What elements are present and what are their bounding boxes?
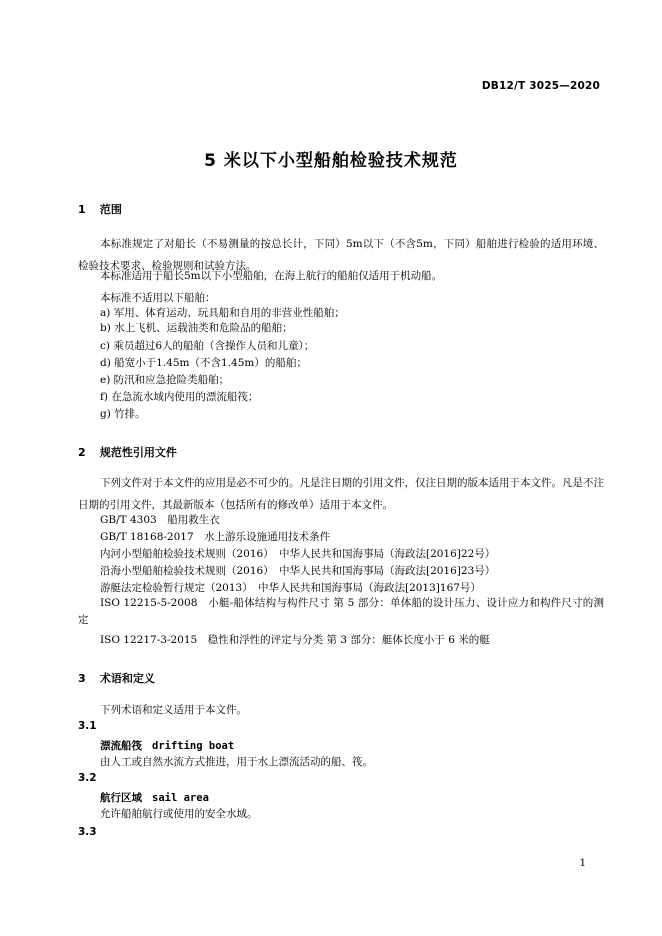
document-title: 5 米以下小型船舶检验技术规范 [204, 151, 458, 171]
scope-item-g: g) 竹排。 [100, 408, 146, 420]
reference-item: 沿海小型船舶检验技术规则（2016） 中华人民共和国海事局（海政法[2016]23号） [100, 565, 496, 577]
term-number: 3.1 [78, 720, 97, 732]
page-number: 1 [579, 858, 586, 869]
term-number: 3.2 [78, 772, 97, 784]
section-heading-scope [78, 201, 122, 217]
terms-intro: 下列术语和定义适用于本文件。 [100, 704, 247, 716]
scope-paragraph-1: 本标准规定了对船长（不易测量的按总长计，下同）5m以下（不含5m，下同）船舶进行检验的适用环境、检验技术要求、检验规则和试验方法。 [78, 238, 604, 272]
scope-item-a: a) 军用、体育运动、玩具船和自用的非营业性船舶； [100, 307, 345, 319]
section-number: 2 [78, 446, 86, 459]
term-definition: 由人工或自然水流方式推进，用于水上漂流活动的船、筏。 [100, 756, 373, 768]
term-zh: 漂流船筏 [100, 740, 142, 752]
term-heading [100, 790, 209, 805]
term-heading [100, 738, 234, 753]
scope-item-e: e) 防汛和应急抢险类船舶； [100, 374, 230, 386]
reference-item: 内河小型船舶检验技术规则（2016） 中华人民共和国海事局（海政法[2016]22号） [100, 548, 496, 560]
section-number: 3 [78, 672, 86, 685]
reference-item: 游艇法定检验暂行规定（2013） 中华人民共和国海事局（海政法[2013]167号） [100, 582, 481, 594]
term-number: 3.3 [78, 826, 97, 838]
term-zh: 航行区域 [100, 792, 142, 804]
term-definition: 允许船舶航行或使用的安全水域。 [100, 808, 258, 820]
scope-paragraph-3: 本标准不适用以下船舶： [100, 292, 216, 304]
reference-item-iso-12215: ISO 12215-5-2008 小艇-船体结构与构件尺寸 第 5 部分：单体船的设计压力、设计应力和构件尺寸的测定 [78, 597, 604, 626]
section-title: 规范性引用文件 [99, 446, 177, 459]
reference-item: GB/T 18168-2017 水上游乐设施通用技术条件 [100, 531, 331, 543]
scope-item-f: f) 在急流水域内使用的漂流船筏； [100, 391, 259, 403]
term-en: sail area [152, 792, 209, 804]
standard-code: DB12/T 3025—2020 [481, 80, 600, 92]
scope-item-c: c) 乘员超过6人的船舶（含操作人员和儿童）； [100, 340, 315, 352]
reference-item: GB/T 4303 船用救生衣 [100, 514, 220, 526]
section-number: 1 [78, 203, 86, 216]
scope-paragraph-2: 本标准适用于船长5m以下小型船舶，在海上航行的船舶仅适用于机动船。 [100, 270, 443, 282]
scope-item-b: b) 水上飞机、运载油类和危险品的船舶； [100, 322, 293, 334]
section-heading-references [78, 444, 177, 460]
reference-item-iso-12217: ISO 12217-3-2015 稳性和浮性的评定与分类 第 3 部分：艇体长度小于 6 米的艇 [100, 634, 490, 646]
section-title: 术语和定义 [99, 672, 155, 685]
section-heading-terms [78, 670, 155, 686]
scope-item-d: d) 船宽小于1.45m（不含1.45m）的船舶； [100, 357, 307, 369]
term-en: drifting boat [152, 740, 235, 752]
references-intro: 下列文件对于本文件的应用是必不可少的。凡是注日期的引用文件，仅注日期的版本适用于本文件。凡是不注日期的引用文件，其最新版本（包括所有的修改单）适用于本文件。 [78, 477, 604, 511]
section-title: 范围 [99, 203, 122, 216]
